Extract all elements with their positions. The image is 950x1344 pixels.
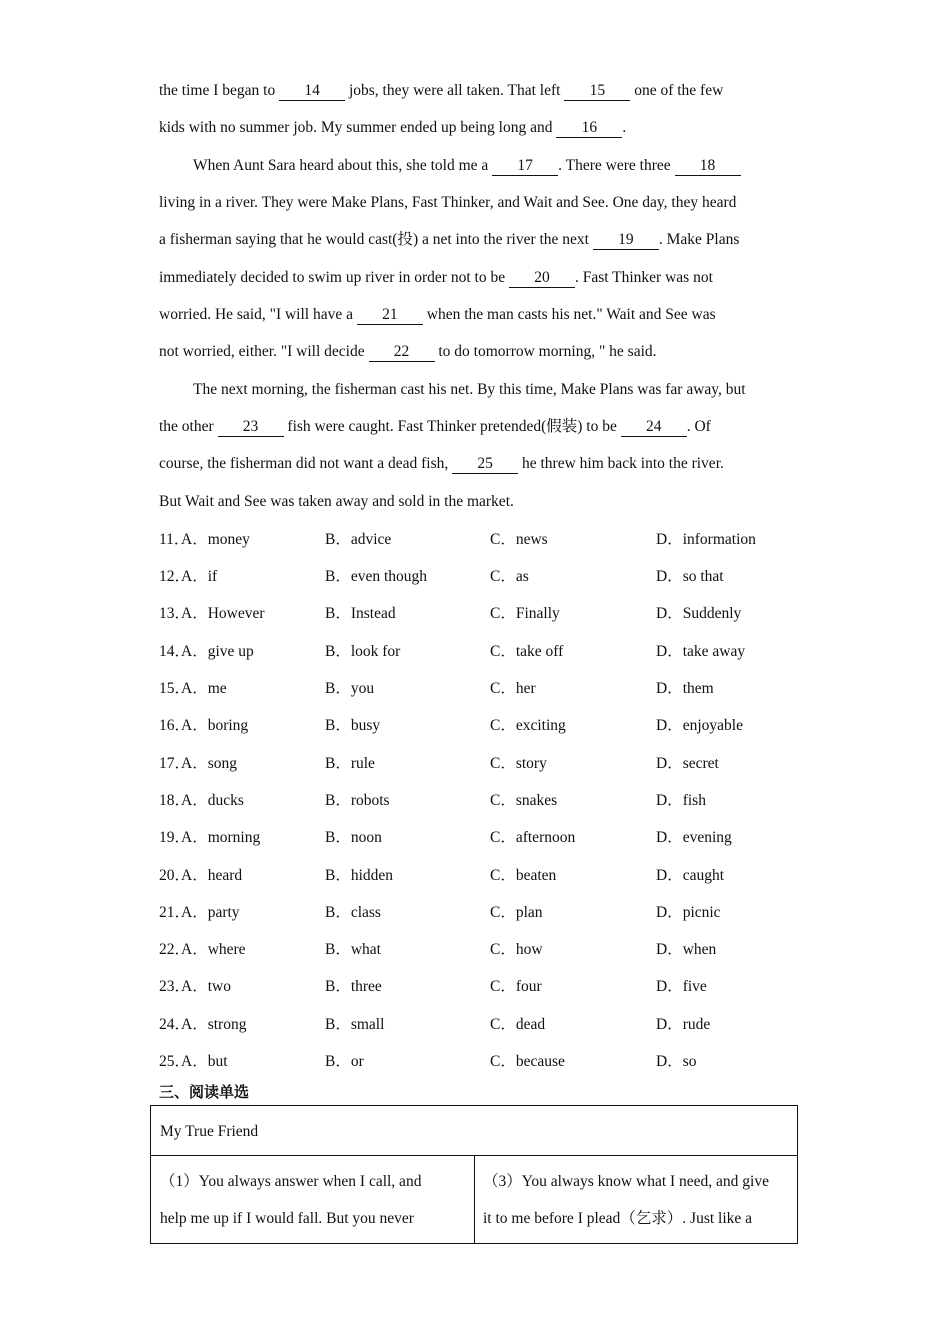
text: When Aunt Sara heard about this, she told me a xyxy=(193,157,493,174)
option-c: C．exciting xyxy=(490,717,566,734)
option-c: C．how xyxy=(490,941,543,958)
option-row-24 xyxy=(159,1015,799,1035)
question-number: 15． xyxy=(159,680,191,697)
passage-line xyxy=(159,81,723,101)
option-c: C．news xyxy=(490,531,548,548)
question-number: 19． xyxy=(159,829,191,846)
option-a: A．party xyxy=(181,904,240,921)
option-row-12 xyxy=(159,567,799,587)
table-title: My True Friend xyxy=(160,1123,259,1140)
question-number: 18． xyxy=(159,792,191,809)
option-a: A．morning xyxy=(181,829,261,846)
passage-line xyxy=(159,454,724,474)
text: fish were caught. Fast Thinker pretended(假装) to be xyxy=(283,418,621,435)
option-d: D．information xyxy=(656,531,756,548)
text: one of the few xyxy=(630,82,724,99)
text: he threw him back into the river. xyxy=(518,455,724,472)
blank-21: 21 xyxy=(357,306,423,325)
blank-22: 22 xyxy=(369,343,435,362)
option-d: D．so that xyxy=(656,568,724,585)
option-b: B．class xyxy=(325,904,381,921)
option-c: C．beaten xyxy=(490,867,557,884)
option-a: A．song xyxy=(181,755,237,772)
question-number: 16． xyxy=(159,717,191,734)
option-a: A．strong xyxy=(181,1016,247,1033)
option-c: C．story xyxy=(490,755,547,772)
option-a: A．money xyxy=(181,531,250,548)
blank-18: 18 xyxy=(675,157,741,176)
passage-line: But Wait and See was taken away and sold in the market. xyxy=(159,493,514,510)
question-number: 12． xyxy=(159,568,191,585)
question-number: 23． xyxy=(159,978,191,995)
text: a fisherman saying that he would cast(投) a net into the river the next xyxy=(159,231,593,248)
option-row-15 xyxy=(159,679,799,699)
cell-line: （3）You always know what I need, and give xyxy=(483,1173,769,1190)
option-d: D．them xyxy=(656,680,714,697)
option-c: C．four xyxy=(490,978,542,995)
option-c: C．take off xyxy=(490,643,564,660)
text: . Fast Thinker was not xyxy=(574,269,713,286)
option-a: A．two xyxy=(181,978,231,995)
text: . Make Plans xyxy=(658,231,740,248)
option-d: D．when xyxy=(656,941,717,958)
option-b: B．small xyxy=(325,1016,385,1033)
option-d: D．secret xyxy=(656,755,719,772)
option-b: B．Instead xyxy=(325,605,396,622)
option-d: D．five xyxy=(656,978,707,995)
question-number: 25． xyxy=(159,1053,191,1070)
cell-line: it to me before I plead（乞求）. Just like a xyxy=(483,1210,753,1227)
text: to do tomorrow morning, " he said. xyxy=(434,343,657,360)
option-a: A．However xyxy=(181,605,265,622)
blank-20: 20 xyxy=(509,269,575,288)
option-a: A．me xyxy=(181,680,227,697)
passage-line xyxy=(159,342,657,362)
table-cell-left xyxy=(151,1156,475,1244)
blank-17: 17 xyxy=(492,157,558,176)
passage-line xyxy=(159,417,711,437)
option-a: A．but xyxy=(181,1053,228,1070)
option-row-21 xyxy=(159,903,799,923)
blank-23: 23 xyxy=(218,418,284,437)
question-number: 13． xyxy=(159,605,191,622)
passage-line xyxy=(159,305,716,325)
question-number: 14． xyxy=(159,643,191,660)
table-cell-right xyxy=(475,1156,799,1244)
option-b: B．or xyxy=(325,1053,364,1070)
option-row-22 xyxy=(159,940,799,960)
option-row-16 xyxy=(159,716,799,736)
question-number: 11． xyxy=(159,531,190,548)
option-d: D．picnic xyxy=(656,904,721,921)
option-c: C．snakes xyxy=(490,792,558,809)
option-d: D．fish xyxy=(656,792,706,809)
text: when the man casts his net." Wait and See was xyxy=(422,306,716,323)
text: immediately decided to swim up river in order not to be xyxy=(159,269,509,286)
passage-line: living in a river. They were Make Plans, Fast Thinker, and Wait and See. One day, they heard xyxy=(159,194,737,211)
option-a: A．heard xyxy=(181,867,243,884)
option-row-19 xyxy=(159,828,799,848)
option-b: B．even though xyxy=(325,568,428,585)
option-b: B．look for xyxy=(325,643,401,660)
option-a: A．if xyxy=(181,568,218,585)
option-b: B．advice xyxy=(325,531,392,548)
option-a: A．where xyxy=(181,941,246,958)
option-row-14 xyxy=(159,642,799,662)
blank-16: 16 xyxy=(556,119,622,138)
text: kids with no summer job. My summer ended up being long and xyxy=(159,119,557,136)
blank-15: 15 xyxy=(564,82,630,101)
option-d: D．take away xyxy=(656,643,746,660)
text: the other xyxy=(159,418,218,435)
cell-line: （1）You always answer when I call, and xyxy=(160,1173,422,1190)
option-b: B．you xyxy=(325,680,375,697)
blank-24: 24 xyxy=(621,418,687,437)
passage-line xyxy=(159,268,713,288)
option-c: C．afternoon xyxy=(490,829,576,846)
option-b: B．hidden xyxy=(325,867,394,884)
question-number: 24． xyxy=(159,1016,191,1033)
text: not worried, either. "I will decide xyxy=(159,343,369,360)
question-number: 17． xyxy=(159,755,191,772)
text: . There were three xyxy=(558,157,675,174)
question-number: 22． xyxy=(159,941,191,958)
option-row-11 xyxy=(159,530,799,550)
table-header-row xyxy=(151,1106,797,1156)
text: . xyxy=(622,119,627,136)
option-a: A．give up xyxy=(181,643,254,660)
passage-line xyxy=(193,156,741,176)
text: . Of xyxy=(686,418,711,435)
option-row-13 xyxy=(159,604,799,624)
option-d: D．caught xyxy=(656,867,725,884)
option-c: C．dead xyxy=(490,1016,546,1033)
option-c: C．as xyxy=(490,568,529,585)
option-row-17 xyxy=(159,754,799,774)
option-d: D．evening xyxy=(656,829,732,846)
option-c: C．because xyxy=(490,1053,565,1070)
option-b: B．busy xyxy=(325,717,381,734)
blank-25: 25 xyxy=(452,455,518,474)
cell-line: help me up if I would fall. But you never xyxy=(160,1210,414,1227)
passage-line xyxy=(159,230,739,250)
blank-19: 19 xyxy=(593,231,659,250)
section-heading: 三、阅读单选 xyxy=(159,1083,250,1101)
option-d: D．so xyxy=(656,1053,697,1070)
option-d: D．Suddenly xyxy=(656,605,742,622)
option-c: C．plan xyxy=(490,904,543,921)
option-c: C．Finally xyxy=(490,605,560,622)
option-a: A．boring xyxy=(181,717,249,734)
option-b: B．rule xyxy=(325,755,375,772)
reading-table xyxy=(150,1105,798,1244)
option-row-18 xyxy=(159,791,799,811)
option-row-20 xyxy=(159,866,799,886)
option-d: D．rude xyxy=(656,1016,711,1033)
option-b: B．what xyxy=(325,941,381,958)
option-d: D．enjoyable xyxy=(656,717,743,734)
option-row-23 xyxy=(159,977,799,997)
option-b: B．noon xyxy=(325,829,382,846)
text: course, the fisherman did not want a dead fish, xyxy=(159,455,453,472)
option-a: A．ducks xyxy=(181,792,244,809)
option-b: B．three xyxy=(325,978,382,995)
question-number: 20． xyxy=(159,867,191,884)
text: the time I began to xyxy=(159,82,280,99)
option-c: C．her xyxy=(490,680,536,697)
text: jobs, they were all taken. That left xyxy=(345,82,565,99)
text: worried. He said, "I will have a xyxy=(159,306,357,323)
question-number: 21． xyxy=(159,904,191,921)
blank-14: 14 xyxy=(279,82,345,101)
option-b: B．robots xyxy=(325,792,390,809)
passage-line: The next morning, the fisherman cast his net. By this time, Make Plans was far away, but xyxy=(193,381,746,398)
option-row-25 xyxy=(159,1052,799,1072)
passage-line xyxy=(159,118,626,138)
